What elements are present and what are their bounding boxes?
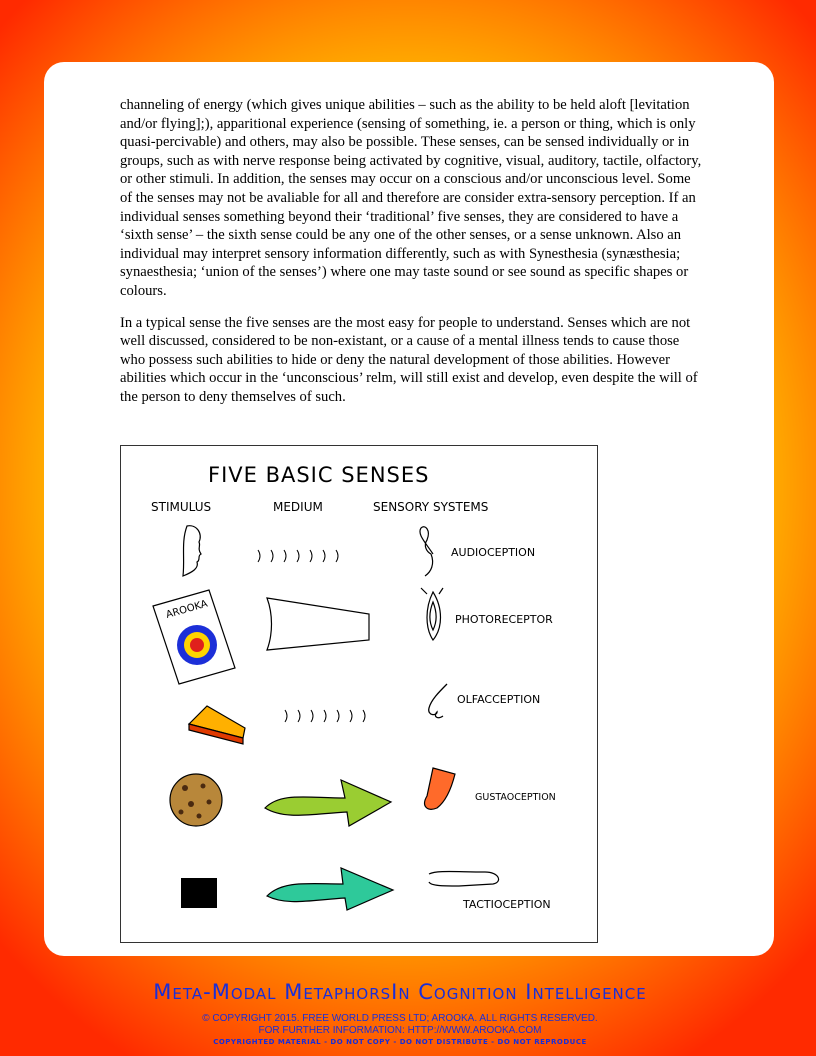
cheese-icon: [189, 706, 245, 744]
header-medium: MEDIUM: [273, 500, 323, 514]
paragraph-1: channeling of energy (which gives unique abilities – such as the ability to be held aloft [levitation and/or flying];), apparitional experience (sensing of something, ie. a person or thing, which is only quasi-percivable) and others, may also be possible. These senses, can be sensed individually or in groups, such as with nerve response being activated by cognitive, visual, auditory, tactile, olfactory, or other stimuli. In addition, the senses may occur on a conscious and/or unconscious level. Some of the senses may not be avaliable for all and therefore are consider extra-sensory perception. If an individual senses something beyond their ‘traditional’ five senses, they are considered to have a ‘sixth sense’ – the sixth sense could be any one of the other senses, or a sense unknown. Also an individual may interpret sensory information differently, such as with Synesthesia (synæsthesia; synaesthesia; ‘union of the senses’) where one may taste sound or see sound as specific shapes or colours.: [120, 97, 702, 299]
green-arrow-icon: [265, 780, 391, 826]
sense-label-gustaoception: GUSTAOCEPTION: [475, 792, 556, 803]
light-beam-icon: [267, 598, 369, 650]
square-icon: [181, 878, 217, 908]
five-senses-figure: [120, 445, 598, 943]
book-label: AROOKA: [164, 598, 209, 621]
footer-copyright: © COPYRIGHT 2015. FREE WORLD PRESS LTD; AROOKA. ALL RIGHTS RESERVED.: [202, 1013, 598, 1024]
tongue-icon: [425, 768, 455, 809]
footer-notice: COPYRIGHTED MATERIAL - DO NOT COPY - DO NOT DISTRIBUTE - DO NOT REPRODUCE: [213, 1038, 587, 1046]
figure-title: FIVE BASIC SENSES: [208, 463, 430, 487]
cookie-icon: [170, 774, 222, 826]
footer-info: FOR FURTHER INFORMATION: HTTP://WWW.AROOKA.COM: [258, 1025, 542, 1036]
finger-icon: [429, 872, 499, 887]
face-icon: [183, 526, 201, 576]
eye-icon: [421, 588, 443, 640]
nose-icon: [429, 684, 447, 718]
header-stimulus: STIMULUS: [151, 500, 212, 514]
header-sensory-systems: SENSORY SYSTEMS: [373, 500, 489, 514]
sense-label-tactioception: TACTIOCEPTION: [463, 898, 551, 911]
sense-label-photoreceptor: PHOTORECEPTOR: [455, 613, 553, 626]
body-text: [120, 96, 705, 420]
footer-title: Meta-Modal MetaphorsIn Cognition Intelligence: [153, 980, 647, 1004]
teal-arrow-icon: [267, 868, 393, 910]
odor-waves-icon: [285, 710, 365, 722]
book-icon: [153, 590, 235, 684]
paragraph-2: In a typical sense the five senses are the most easy for people to understand. Senses which are not well discussed, considered to be non-existant, or a cause of a mental illness tends to cause those who possess such abilities to hide or deny the natural development of those abilities. However abilities which occur in the ‘unconscious’ relm, will still exist and develop, even despite the will of the person to deny themselves of such.: [120, 314, 698, 405]
sense-label-audioception: AUDIOCEPTION: [451, 546, 536, 559]
ear-icon: [420, 527, 433, 576]
five-senses-diagram: [121, 446, 597, 942]
sense-label-olfacception: OLFACCEPTION: [457, 693, 541, 706]
sound-waves-icon: [258, 550, 338, 562]
